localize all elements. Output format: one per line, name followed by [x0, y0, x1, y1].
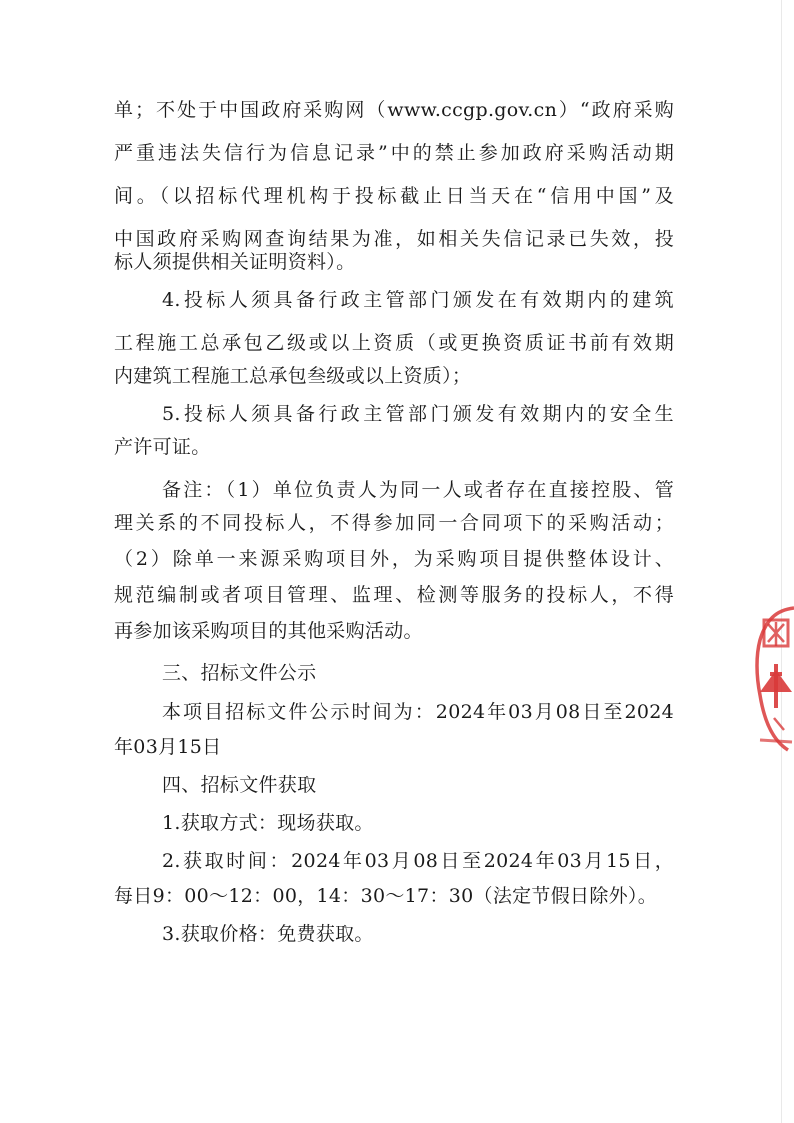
text-line: 标人须提供相关证明资料）。	[114, 251, 356, 273]
text-line: （2）除单一来源采购项目外，为采购项目提供整体设计、	[114, 548, 674, 570]
text-line: 再参加该采购项目的其他采购活动。	[114, 620, 423, 642]
section-heading: 三、招标文件公示	[162, 662, 317, 684]
text-line: 理关系的不同投标人，不得参加同一合同项下的采购活动；	[114, 512, 674, 534]
text-line: 间。（以招标代理机构于投标截止日当天在“信用中国”及	[114, 185, 674, 207]
text-line: 中国政府采购网查询结果为准，如相关失信记录已失效，投	[114, 228, 674, 250]
text-line: 每日9：00～12：00，14：30～17：30（法定节假日除外）。	[114, 885, 658, 907]
seal-icon	[746, 600, 794, 760]
scan-edge-line	[781, 0, 782, 1123]
text-line: 本项目招标文件公示时间为：2024年03月08日至2024	[162, 701, 674, 723]
text-line: 单；不处于中国政府采购网（www.ccgp.gov.cn）“政府采购	[114, 99, 674, 121]
list-item-line: 1.获取方式：现场获取。	[162, 812, 374, 834]
text-line: 年03月15日	[114, 736, 222, 758]
text-line: 产许可证。	[114, 436, 211, 458]
list-item-line: 3.获取价格：免费获取。	[162, 923, 374, 945]
note-line: 备注：（1）单位负责人为同一人或者存在直接控股、管	[162, 479, 674, 501]
section-heading: 四、招标文件获取	[162, 774, 317, 796]
list-item-4-line: 4.投标人须具备行政主管部门颁发在有效期内的建筑	[162, 289, 674, 311]
list-item-line: 2.获取时间：2024年03月08日至2024年03月15日，	[162, 850, 674, 872]
red-seal-fragment	[746, 600, 794, 760]
text-line: 工程施工总承包乙级或以上资质（或更换资质证书前有效期	[114, 332, 674, 354]
text-line: 内建筑工程施工总承包叁级或以上资质）；	[114, 365, 472, 387]
list-item-5-line: 5.投标人须具备行政主管部门颁发有效期内的安全生	[162, 403, 674, 425]
text-line: 规范编制或者项目管理、监理、检测等服务的投标人，不得	[114, 584, 674, 606]
text-line: 严重违法失信行为信息记录”中的禁止参加政府采购活动期	[114, 142, 674, 164]
